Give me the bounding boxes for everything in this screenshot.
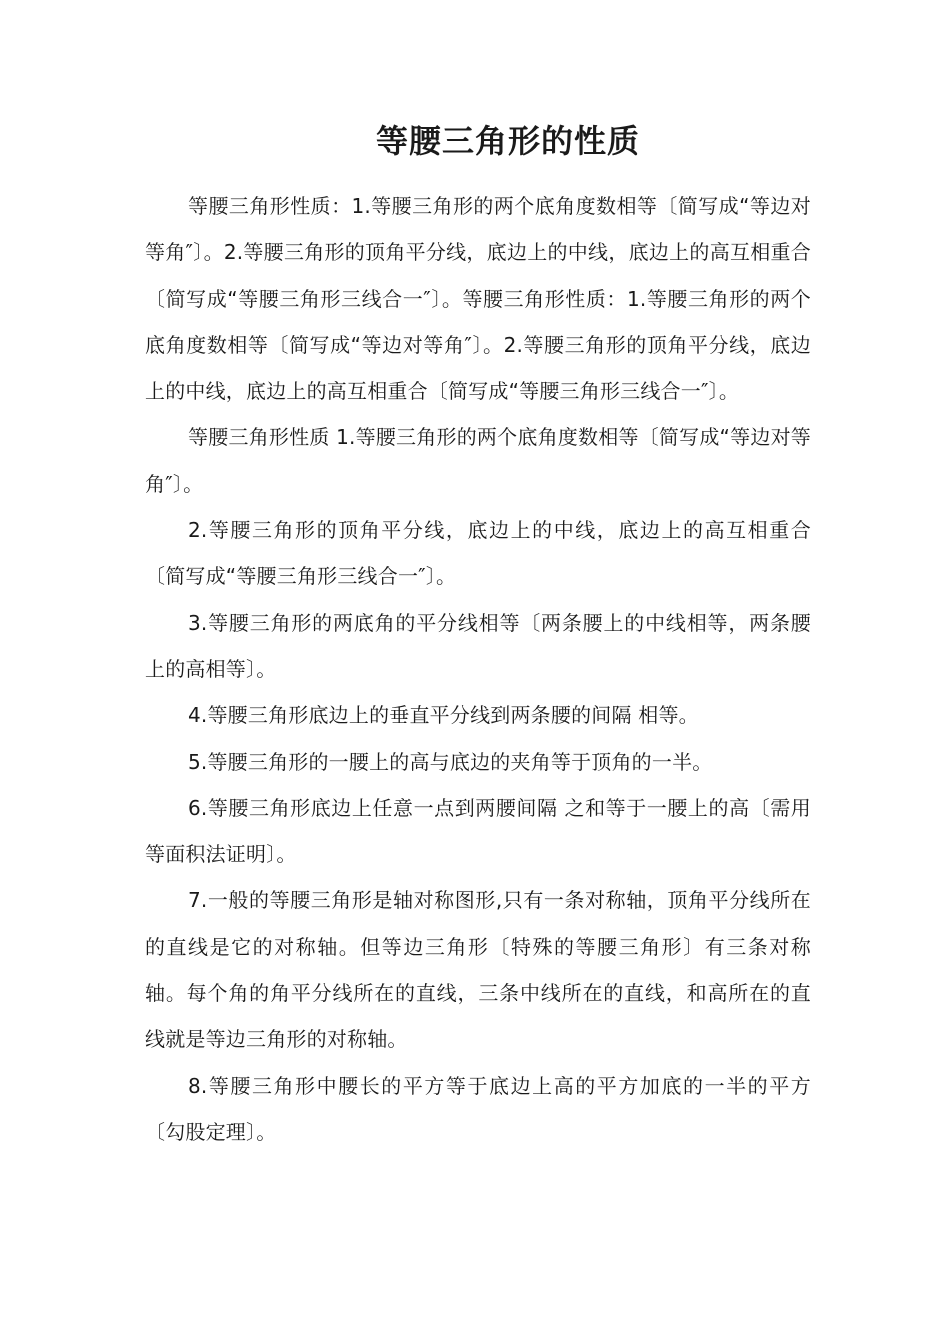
paragraph-property-7: 7.一般的等腰三角形是轴对称图形,只有一条对称轴，顶角平分线所在的直线是它的对称轴。但等边三角形〔特殊的等腰三角形〕有三条对称轴。每个角的角平分线所在的直线，三条中线所在的直线，和高所在的直线就是等边三角形的对称轴。 xyxy=(145,888,811,1052)
paragraph-property-8: 8.等腰三角形中腰长的平方等于底边上高的平方加底的一半的平方〔勾股定理〕。 xyxy=(145,1073,811,1144)
paragraph-property-4: 4.等腰三角形底边上的垂直平分线到两条腰的间隔 相等。 xyxy=(188,703,699,728)
document-title: 等腰三角形的性质 xyxy=(375,122,640,160)
paragraph-property-3: 3.等腰三角形的两底角的平分线相等〔两条腰上的中线相等，两条腰上的高相等〕。 xyxy=(145,610,811,681)
paragraph-intro: 等腰三角形性质：1.等腰三角形的两个底角度数相等〔简写成“等边对等角″〕。2.等腰三角形的顶角平分线，底边上的中线，底边上的高互相重合〔简写成“等腰三角形三线合一″〕。等腰三角形性质：1.等腰三角形的两个底角度数相等〔简写成“等边对等角″〕。2.等腰三角形的顶角平分线，底边上的中线，底边上的高互相重合〔简写成“等腰三角形三线合一″〕。 xyxy=(145,194,811,404)
paragraph-property-6: 6.等腰三角形底边上任意一点到两腰间隔 之和等于一腰上的高〔需用等面积法证明〕。 xyxy=(145,795,811,867)
paragraph-property-1: 等腰三角形性质 1.等腰三角形的两个底角度数相等〔简写成“等边对等角″〕。 xyxy=(145,425,811,496)
document-body xyxy=(145,183,811,1155)
paragraph-property-2: 2.等腰三角形的顶角平分线，底边上的中线，底边上的高互相重合〔简写成“等腰三角形三线合一″〕。 xyxy=(145,518,811,589)
paragraph-property-5: 5.等腰三角形的一腰上的高与底边的夹角等于顶角的一半。 xyxy=(188,749,713,774)
